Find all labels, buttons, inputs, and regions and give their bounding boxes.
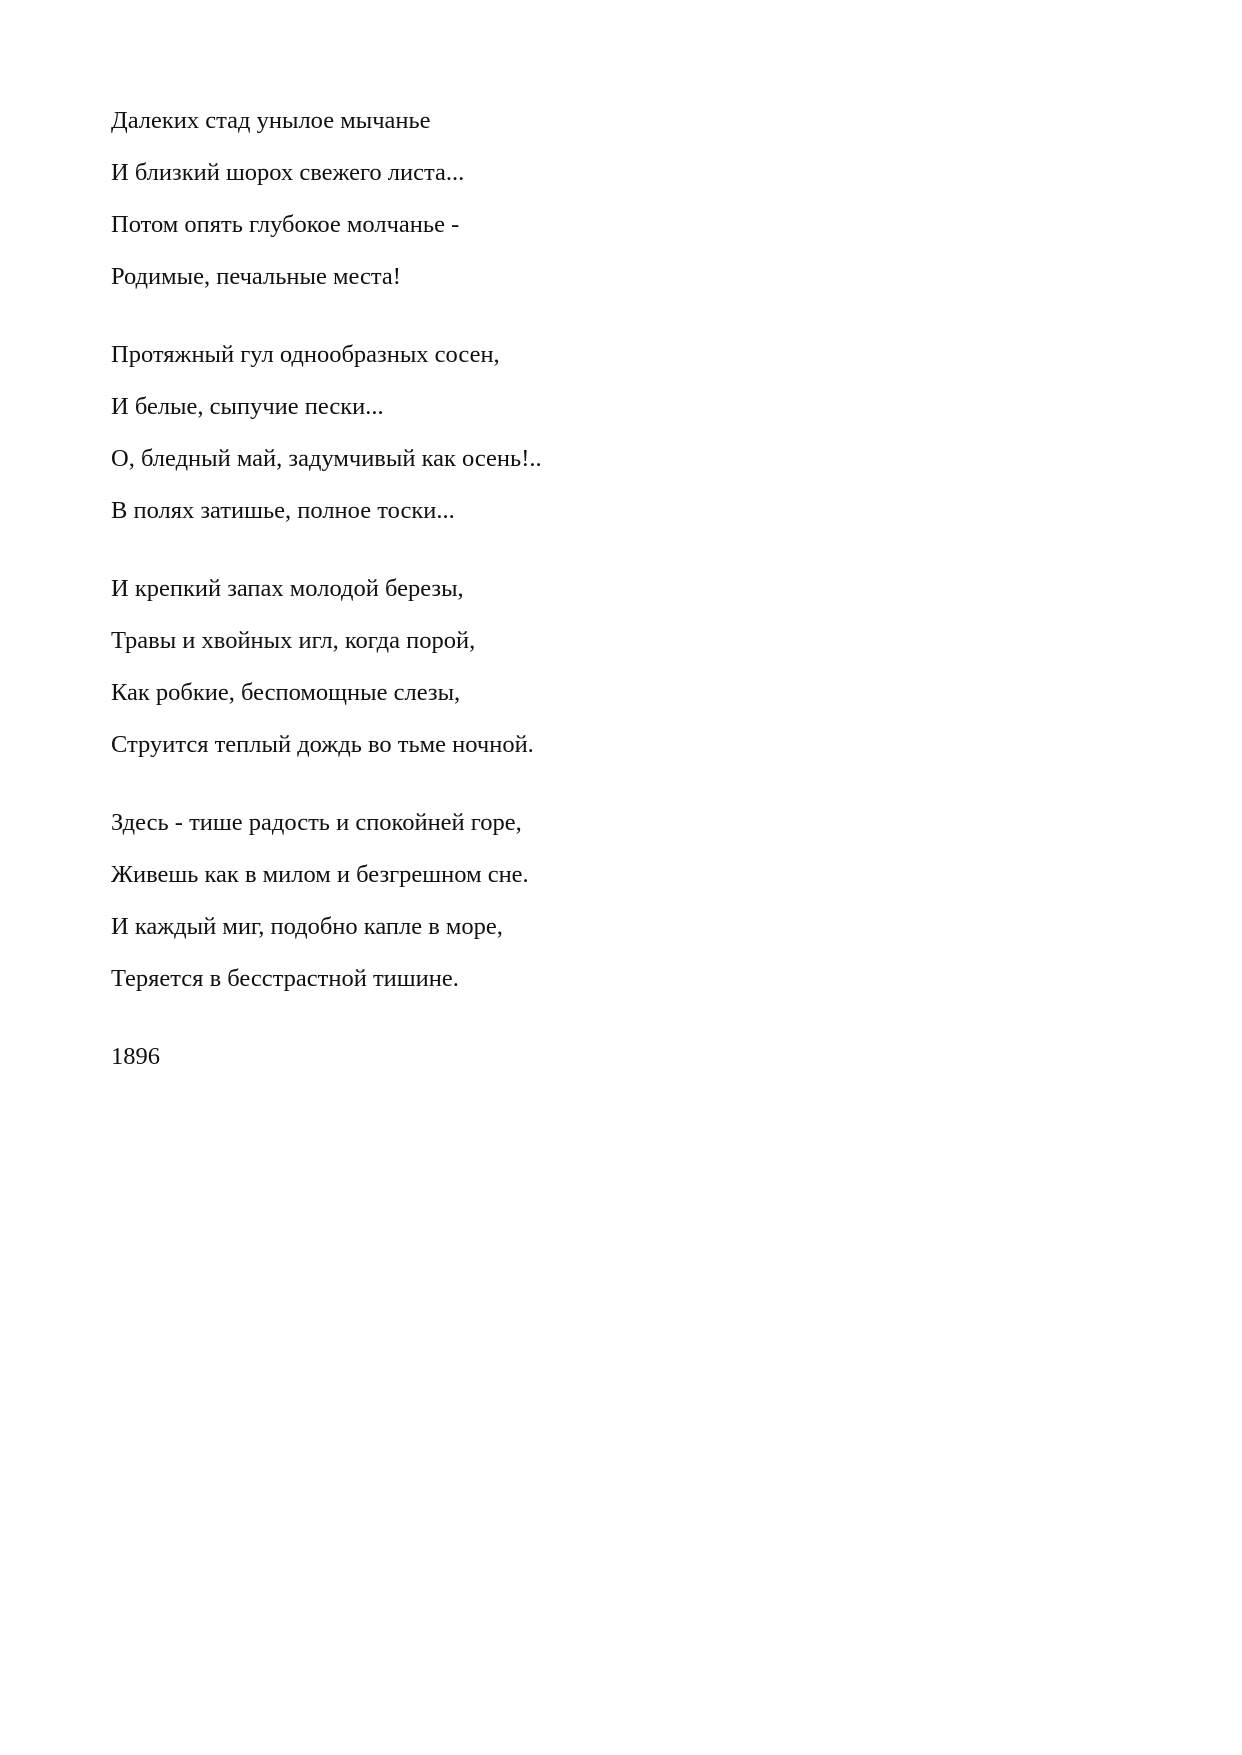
poem-year: 1896	[111, 1043, 160, 1070]
poem-line: Потом опять глубокое молчанье -	[111, 211, 460, 238]
poem-line: Как робкие, беспомощные слезы,	[111, 679, 461, 706]
poem-line: Далеких стад унылое мычанье	[111, 107, 431, 134]
stanza-4	[111, 810, 1111, 992]
poem-line: О, бледный май, задумчивый как осень!..	[111, 445, 542, 472]
poem-line: Здесь - тише радость и спокойней горе,	[111, 809, 522, 836]
poem-line: Протяжный гул однообразных сосен,	[111, 341, 500, 368]
poem-line: Струится теплый дождь во тьме ночной.	[111, 731, 534, 758]
poem-line: И белые, сыпучие пески...	[111, 393, 384, 420]
poem-line: И крепкий запах молодой березы,	[111, 575, 464, 602]
poem-line: Живешь как в милом и безгрешном сне.	[111, 861, 529, 888]
poem-body	[111, 108, 1111, 1070]
poem-line: В полях затишье, полное тоски...	[111, 497, 455, 524]
poem-line: Травы и хвойных игл, когда порой,	[111, 627, 476, 654]
poem-line: И близкий шорох свежего листа...	[111, 159, 465, 186]
stanza-1	[111, 108, 1111, 290]
stanza-3	[111, 576, 1111, 758]
poem-line: И каждый миг, подобно капле в море,	[111, 913, 503, 940]
poem-line: Теряется в бесстрастной тишине.	[111, 965, 459, 992]
poem-line: Родимые, печальные места!	[111, 263, 401, 290]
stanza-2	[111, 342, 1111, 524]
